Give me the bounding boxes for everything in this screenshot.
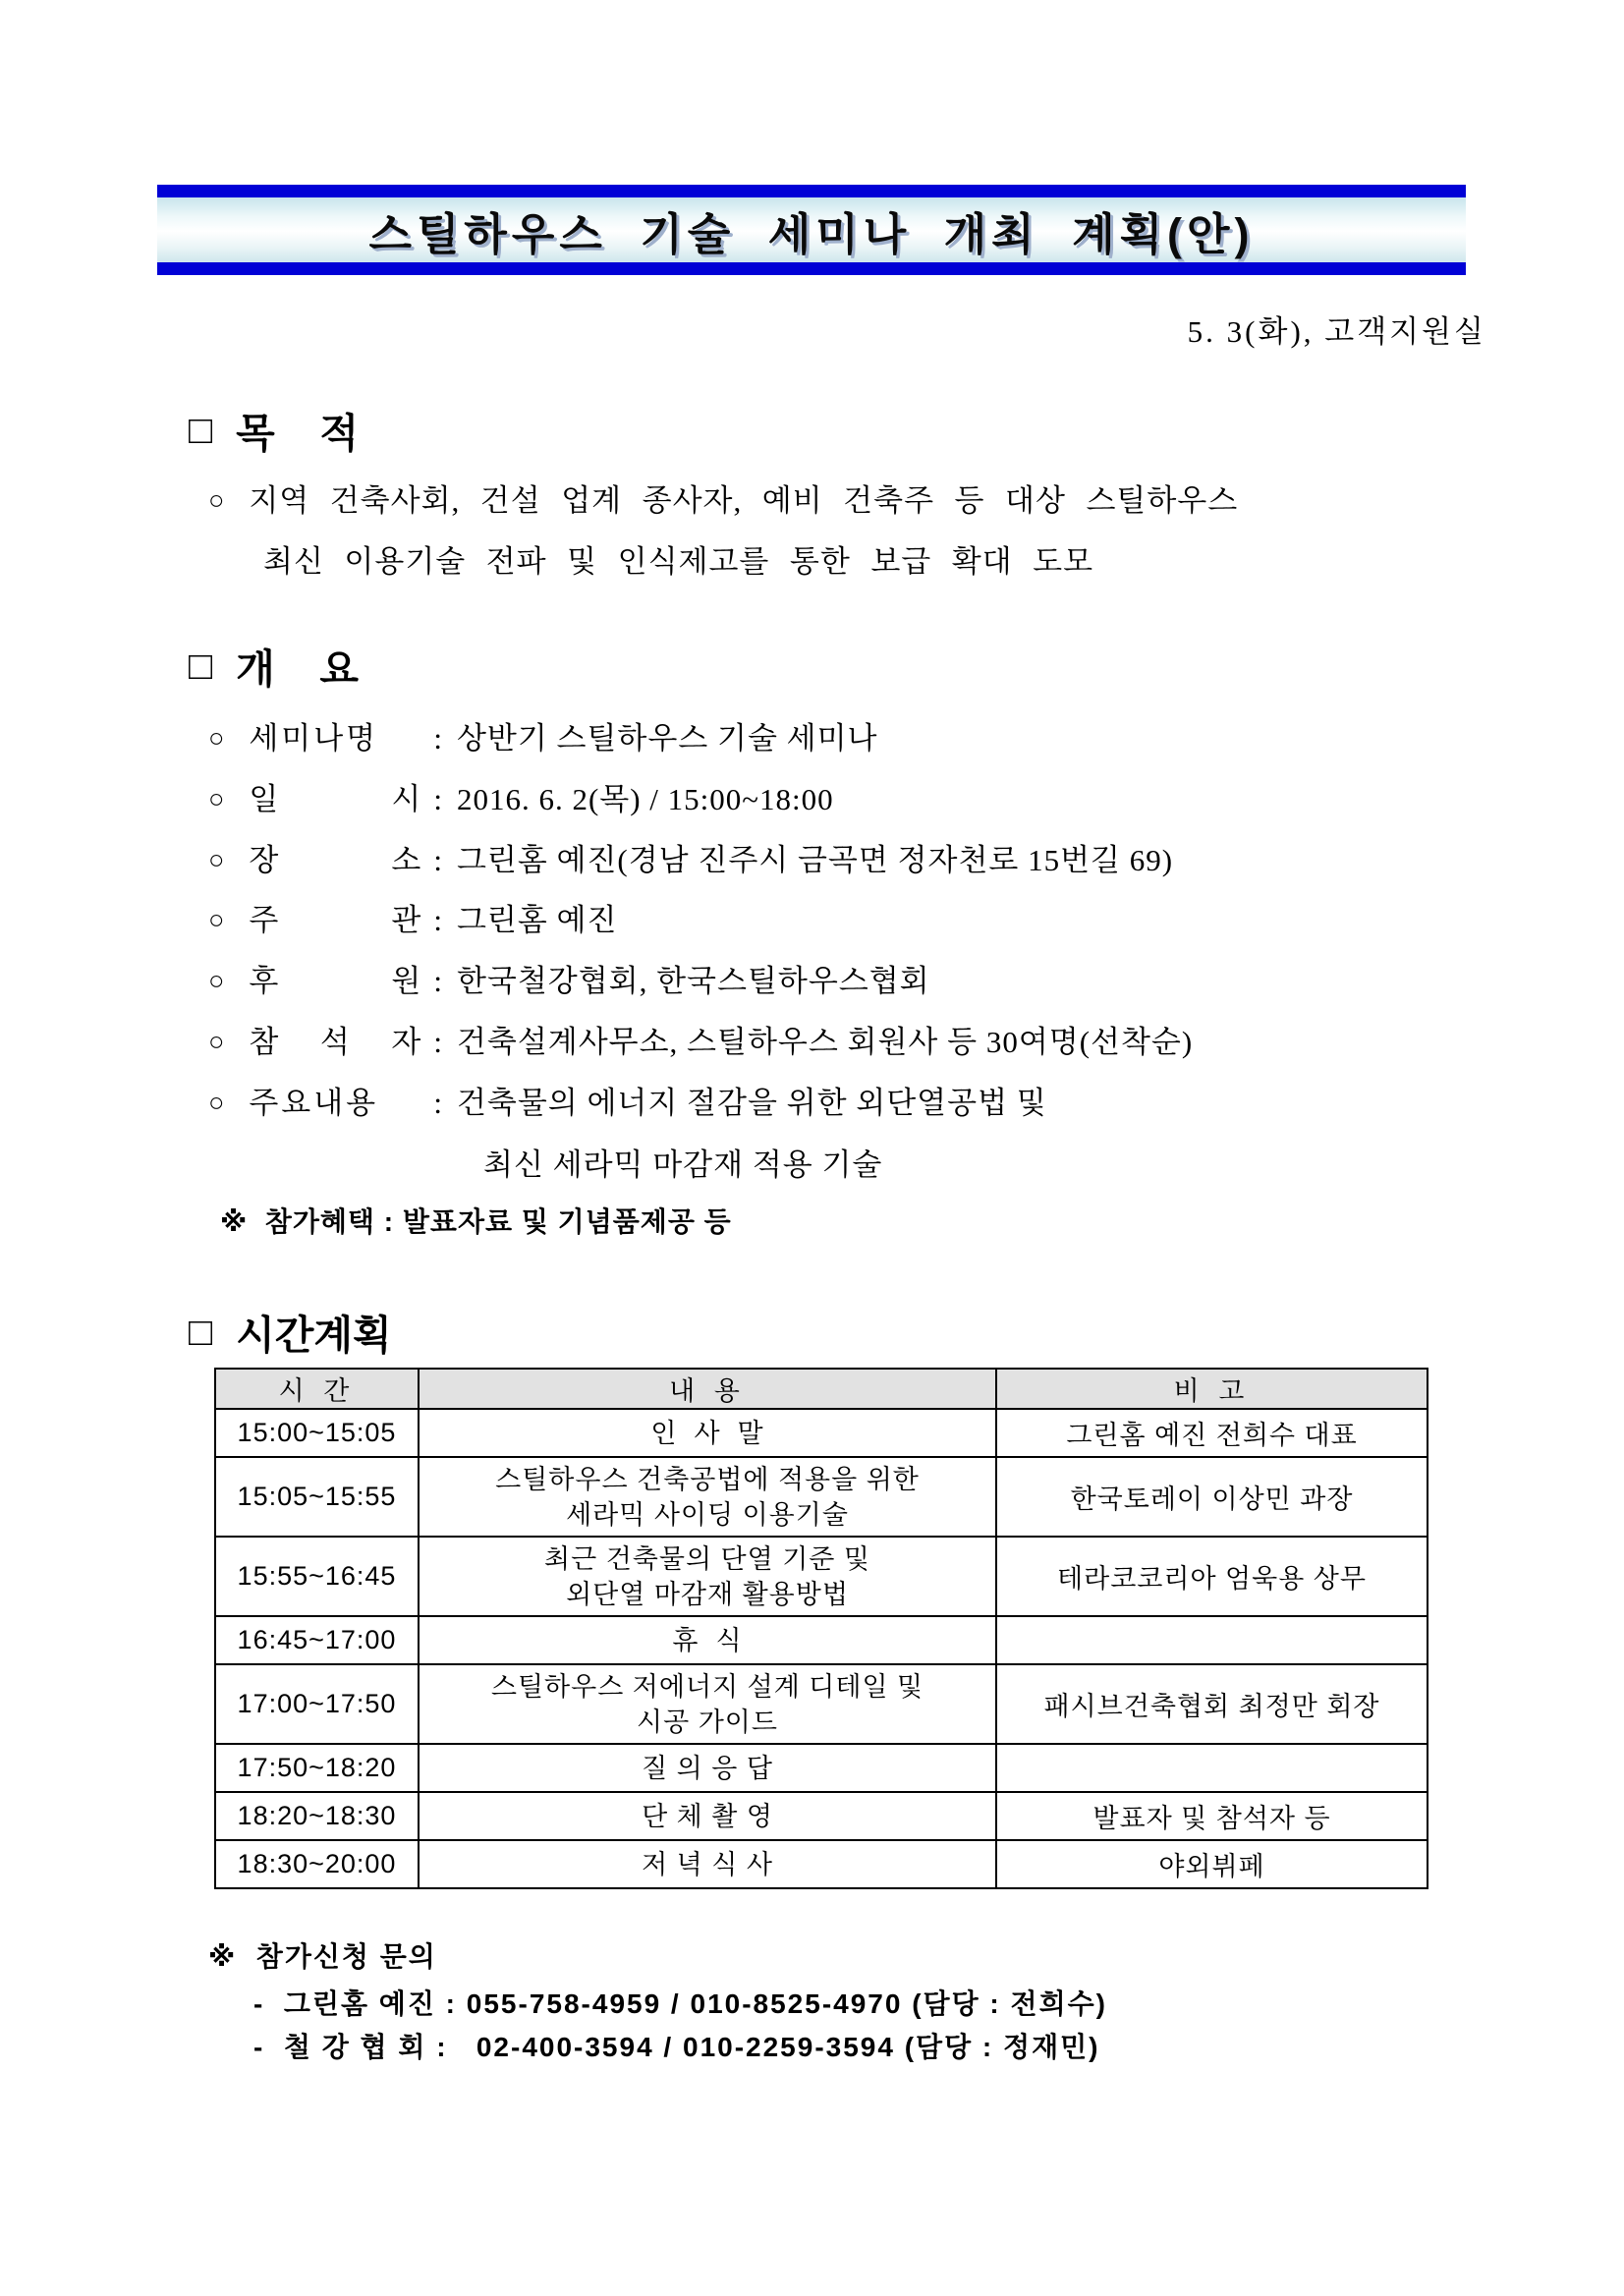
overview-heading-label: 개 요 bbox=[236, 646, 359, 692]
overview-item-label: 장 소 bbox=[249, 843, 424, 877]
contact-heading: ※ 참가신청 문의 bbox=[208, 1941, 437, 1972]
list-item bbox=[208, 956, 930, 1000]
cell-note bbox=[996, 1616, 1428, 1664]
cell-content bbox=[420, 1799, 995, 1834]
list-item bbox=[208, 835, 1173, 879]
cell-time: 17:00~17:50 bbox=[215, 1664, 419, 1744]
list-item bbox=[208, 895, 617, 939]
banner-top-bar bbox=[157, 185, 1466, 197]
schedule-heading bbox=[189, 1303, 392, 1361]
list-item bbox=[208, 1017, 1193, 1061]
cell-content bbox=[420, 1623, 995, 1658]
table-row bbox=[215, 1409, 1428, 1457]
contact-line-steel-association: - 철 강 협 회 : 02-400-3594 / 010-2259-3594 (담당 : 정재민) bbox=[253, 2032, 1100, 2062]
schedule-heading-label: 시간계획 bbox=[236, 1313, 392, 1358]
colon-separator: : bbox=[433, 782, 443, 816]
col-header-content: 내 용 bbox=[419, 1369, 996, 1409]
circle-bullet-icon: ○ bbox=[208, 1027, 226, 1056]
overview-item-value: 그린홈 예진(경남 진주시 금곡면 정자천로 15번길 69) bbox=[456, 843, 1174, 877]
overview-heading bbox=[189, 637, 359, 695]
table-row bbox=[215, 1840, 1428, 1888]
colon-separator: : bbox=[433, 1086, 443, 1120]
content-line: 휴 식 bbox=[672, 1625, 743, 1655]
overview-item-label: 세미나명 bbox=[249, 721, 379, 756]
benefit-note: ※ 참가혜택 : 발표자료 및 기념품제공 등 bbox=[220, 1206, 732, 1237]
content-line: 단 체 촬 영 bbox=[642, 1801, 773, 1831]
square-marker-icon: □ bbox=[189, 1310, 213, 1354]
cell-content bbox=[420, 1669, 995, 1740]
square-marker-icon: □ bbox=[189, 644, 213, 688]
colon-separator: : bbox=[433, 903, 443, 937]
cell-note: 야외뷔페 bbox=[996, 1840, 1428, 1888]
overview-item-value: 한국철강협회, 한국스틸하우스협회 bbox=[456, 964, 930, 998]
purpose-line-2 bbox=[263, 536, 1093, 581]
col-header-time: 시 간 bbox=[215, 1369, 419, 1409]
purpose-text-2: 최신 이용기술 전파 및 인식제고를 통한 보급 확대 도모 bbox=[263, 544, 1094, 579]
overview-item-label: 후 원 bbox=[249, 964, 424, 998]
cell-time: 18:30~20:00 bbox=[215, 1840, 419, 1888]
content-line: 세라믹 사이딩 이용기술 bbox=[566, 1499, 849, 1530]
colon-separator: : bbox=[433, 721, 443, 756]
document-title: 스틸하우스 기술 세미나 개최 계획(안) bbox=[368, 208, 1255, 259]
cell-note: 발표자 및 참석자 등 bbox=[996, 1792, 1428, 1840]
contact-line-greenhome: - 그린홈 예진 : 055-758-4959 / 010-8525-4970 (담당 : 전희수) bbox=[253, 1988, 1107, 2019]
purpose-heading-label: 목 적 bbox=[236, 411, 359, 456]
cell-time: 15:00~15:05 bbox=[215, 1409, 419, 1457]
overview-item-label: 주 관 bbox=[249, 903, 424, 937]
banner-bottom-bar bbox=[157, 262, 1466, 275]
purpose-line-1 bbox=[208, 476, 1238, 520]
cell-time: 16:45~17:00 bbox=[215, 1616, 419, 1664]
overview-item-value: 건축설계사무소, 스틸하우스 회원사 등 30여명(선착순) bbox=[456, 1025, 1194, 1059]
list-item bbox=[208, 1078, 1047, 1122]
content-line: 질 의 응 답 bbox=[642, 1753, 773, 1783]
content-line: 인 사 말 bbox=[650, 1418, 764, 1448]
table-row bbox=[215, 1616, 1428, 1664]
circle-bullet-icon: ○ bbox=[208, 485, 226, 515]
circle-bullet-icon: ○ bbox=[208, 905, 226, 934]
dateline: 5. 3(화), 고객지원실 bbox=[1187, 314, 1486, 349]
cell-time: 15:05~15:55 bbox=[215, 1457, 419, 1537]
circle-bullet-icon: ○ bbox=[208, 1088, 226, 1117]
overview-item-value: 건축물의 에너지 절감을 위한 외단열공법 및 bbox=[456, 1086, 1047, 1120]
list-item bbox=[208, 774, 834, 818]
table-row bbox=[215, 1537, 1428, 1616]
title-banner bbox=[157, 185, 1466, 275]
circle-bullet-icon: ○ bbox=[208, 723, 226, 753]
cell-time: 15:55~16:45 bbox=[215, 1537, 419, 1616]
cell-content bbox=[420, 1416, 995, 1451]
square-marker-icon: □ bbox=[189, 408, 213, 452]
content-line: 스틸하우스 건축공법에 적용을 위한 bbox=[495, 1464, 920, 1494]
table-row bbox=[215, 1744, 1428, 1792]
content-line: 저 녁 식 사 bbox=[642, 1849, 773, 1879]
colon-separator: : bbox=[433, 964, 443, 998]
overview-item-label: 주요내용 bbox=[249, 1086, 379, 1120]
table-row bbox=[215, 1664, 1428, 1744]
colon-separator: : bbox=[433, 1025, 443, 1059]
circle-bullet-icon: ○ bbox=[208, 966, 226, 995]
cell-time: 17:50~18:20 bbox=[215, 1744, 419, 1792]
table-header-row bbox=[215, 1369, 1428, 1409]
overview-continuation-text: 최신 세라믹 마감재 적용 기술 bbox=[483, 1148, 883, 1182]
cell-content bbox=[420, 1541, 995, 1612]
cell-note bbox=[996, 1744, 1428, 1792]
list-item bbox=[208, 713, 877, 757]
circle-bullet-icon: ○ bbox=[208, 845, 226, 874]
circle-bullet-icon: ○ bbox=[208, 784, 226, 813]
cell-time: 18:20~18:30 bbox=[215, 1792, 419, 1840]
schedule-table bbox=[214, 1368, 1428, 1889]
purpose-text-1: 지역 건축사회, 건설 업계 종사자, 예비 건축주 등 대상 스틸하우스 bbox=[249, 483, 1239, 518]
content-line: 스틸하우스 저에너지 설계 디테일 및 bbox=[490, 1671, 924, 1702]
content-line: 시공 가이드 bbox=[637, 1707, 778, 1737]
cell-content bbox=[420, 1847, 995, 1882]
overview-continuation-line bbox=[483, 1140, 882, 1184]
col-header-note: 비 고 bbox=[996, 1369, 1428, 1409]
colon-separator: : bbox=[433, 843, 443, 877]
cell-note: 패시브건축협회 최정만 회장 bbox=[996, 1664, 1428, 1744]
table-row bbox=[215, 1792, 1428, 1840]
overview-item-label: 참 석 자 bbox=[249, 1025, 424, 1059]
banner-gradient bbox=[157, 197, 1466, 262]
cell-note: 그린홈 예진 전희수 대표 bbox=[996, 1409, 1428, 1457]
overview-item-value: 2016. 6. 2(목) / 15:00~18:00 bbox=[456, 782, 834, 816]
content-line: 외단열 마감재 활용방법 bbox=[566, 1579, 849, 1609]
cell-note: 테라코코리아 엄욱용 상무 bbox=[996, 1537, 1428, 1616]
table-row bbox=[215, 1457, 1428, 1537]
cell-note: 한국토레이 이상민 과장 bbox=[996, 1457, 1428, 1537]
overview-item-value: 그린홈 예진 bbox=[456, 903, 618, 937]
cell-content bbox=[420, 1751, 995, 1786]
overview-item-label: 일 시 bbox=[249, 782, 424, 816]
content-line: 최근 건축물의 단열 기준 및 bbox=[544, 1543, 870, 1574]
overview-item-value: 상반기 스틸하우스 기술 세미나 bbox=[456, 721, 878, 756]
purpose-heading bbox=[189, 401, 359, 459]
cell-content bbox=[420, 1462, 995, 1533]
